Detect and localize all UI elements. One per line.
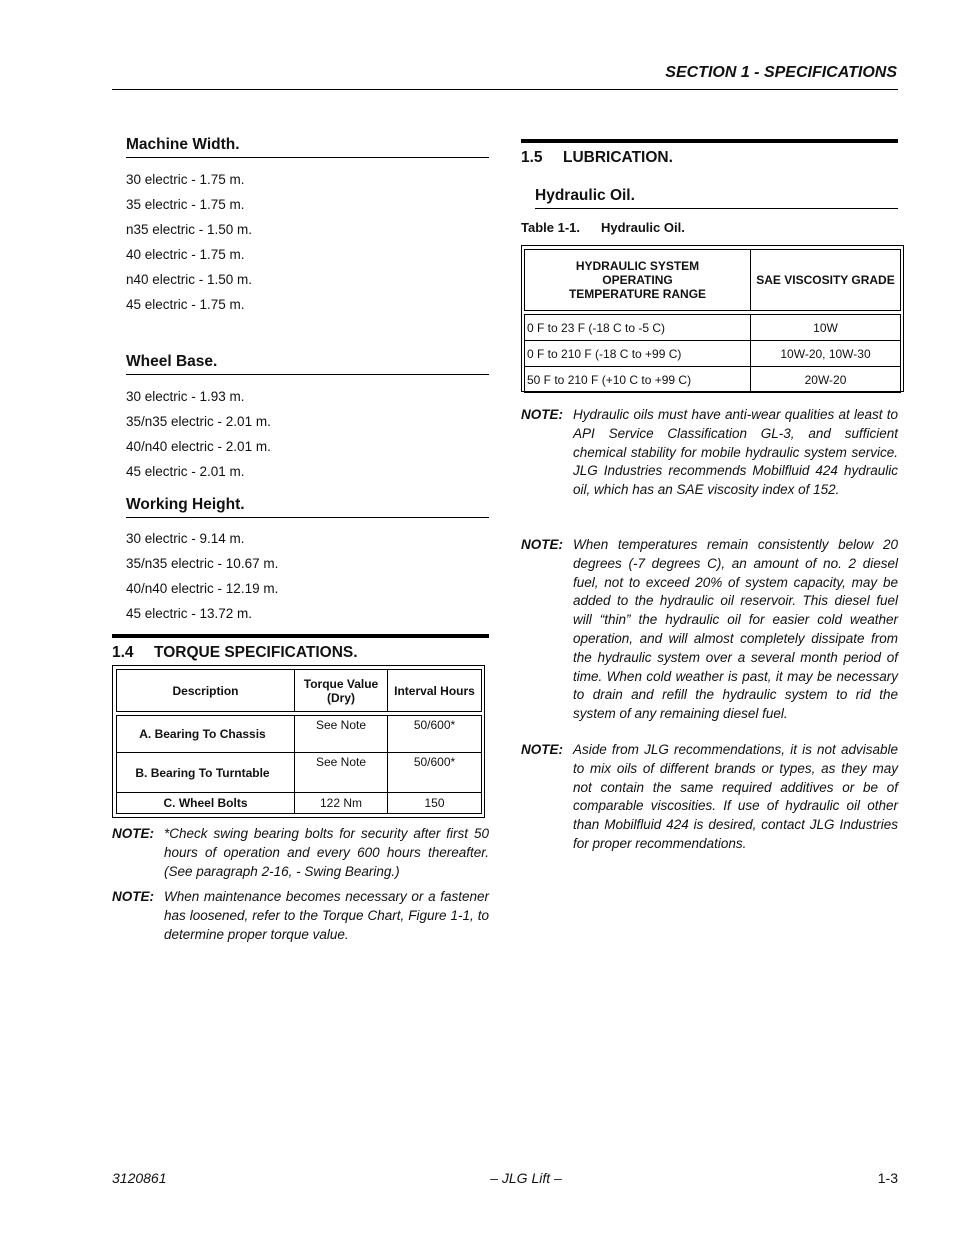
table-caption-number: Table 1-1. bbox=[521, 220, 581, 235]
hydraulic-table-frame bbox=[521, 245, 904, 392]
table-cell: 50/600* bbox=[388, 716, 482, 753]
table-cell: See Note bbox=[295, 753, 388, 793]
table-row bbox=[117, 753, 482, 793]
table-cell: 0 F to 23 F (-18 C to -5 C) bbox=[525, 315, 751, 341]
working-height-heading: Working Height. bbox=[126, 496, 489, 518]
torque-note bbox=[112, 825, 489, 881]
table-cell: 0 F to 210 F (-18 C to +99 C) bbox=[525, 341, 751, 367]
column-header: SAE VISCOSITY GRADE bbox=[751, 250, 901, 311]
table-cell: 10W-20, 10W-30 bbox=[751, 341, 901, 367]
section-title: TORQUE SPECIFICATIONS. bbox=[154, 644, 358, 661]
list-item: 30 electric - 1.93 m. bbox=[126, 389, 245, 404]
lubrication-section-heading bbox=[521, 139, 898, 167]
note-label: NOTE: bbox=[521, 407, 563, 422]
note-label: NOTE: bbox=[112, 826, 154, 841]
note-label: NOTE: bbox=[521, 537, 563, 552]
table-caption-title: Hydraulic Oil. bbox=[601, 220, 685, 235]
table-cell: 50 F to 210 F (+10 C to +99 C) bbox=[525, 367, 751, 393]
torque-table-frame bbox=[112, 665, 485, 818]
torque-section-heading bbox=[112, 634, 489, 662]
header-rule bbox=[112, 89, 898, 90]
section-title: LUBRICATION. bbox=[563, 149, 673, 166]
note-text: *Check swing bearing bolts for security after first 50 hours of operation and every 600 hours thereafter. (See paragraph 2-16, - Swing Bearing.) bbox=[164, 826, 489, 879]
table-row bbox=[117, 716, 482, 753]
machine-width-heading: Machine Width. bbox=[126, 136, 489, 158]
section-number: 1.4 bbox=[112, 644, 134, 661]
note-text: When temperatures remain consistently below 20 degrees (-7 degrees C), an amount of no. 2 diesel fuel, not to exceed 20% of system capacity, may be added to the hydraulic oil reservoir. This diesel fuel will “thin” the hydraulic oil for easier cold weather operation, and will almost completely dissipate from the hydraulic system over a several month period of time. When cold weather is past, it may be necessary to drain and refill the hydraulic system to rid the system of any remaining diesel fuel. bbox=[573, 537, 898, 722]
footer-doc-number: 3120861 bbox=[112, 1170, 167, 1186]
note-text: Aside from JLG recommendations, it is not advisable to mix oils of different brands or types, as they may not contain the same required additives or be of comparable viscosities. If use of hydraulic oil other than Mobilfluid 424 is desired, contact JLG Industries for proper recommendations. bbox=[573, 742, 898, 851]
table-cell: 150 bbox=[388, 793, 482, 814]
list-item: 35 electric - 1.75 m. bbox=[126, 197, 245, 212]
column-header: Description bbox=[117, 670, 295, 712]
table-cell: 122 Nm bbox=[295, 793, 388, 814]
list-item: 30 electric - 9.14 m. bbox=[126, 531, 245, 546]
column-header: Torque Value (Dry) bbox=[295, 670, 388, 712]
hydraulic-oil-heading: Hydraulic Oil. bbox=[535, 187, 898, 209]
table-cell: 20W-20 bbox=[751, 367, 901, 393]
list-item: n40 electric - 1.50 m. bbox=[126, 272, 253, 287]
table-caption bbox=[521, 220, 685, 235]
note-text: When maintenance becomes necessary or a fastener has loosened, refer to the Torque Chart, Figure 1-1, to determine proper torque value. bbox=[164, 889, 489, 942]
wheel-base-heading: Wheel Base. bbox=[126, 353, 489, 375]
note-text: Hydraulic oils must have anti-wear qualities at least to API Service Classification GL-3, and sufficient chemical stability for mobile hydraulic system service. JLG Industries recommends Mobilfluid 424 hydraulic oil, which has an SAE viscosity index of 152. bbox=[573, 407, 898, 498]
section-number: 1.5 bbox=[521, 149, 543, 166]
list-item: 45 electric - 1.75 m. bbox=[126, 297, 245, 312]
lubrication-note bbox=[521, 741, 898, 854]
lubrication-note bbox=[521, 406, 898, 500]
list-item: 40/n40 electric - 12.19 m. bbox=[126, 581, 279, 596]
note-label: NOTE: bbox=[112, 889, 154, 904]
list-item: 45 electric - 13.72 m. bbox=[126, 606, 253, 621]
column-header: HYDRAULIC SYSTEM OPERATING TEMPERATURE RANGE bbox=[525, 250, 751, 311]
list-item: 45 electric - 2.01 m. bbox=[126, 464, 245, 479]
table-cell: See Note bbox=[295, 716, 388, 753]
table-cell: 50/600* bbox=[388, 753, 482, 793]
table-cell: A. Bearing To Chassis bbox=[117, 716, 295, 753]
table-cell: 10W bbox=[751, 315, 901, 341]
hydraulic-oil-table bbox=[524, 249, 901, 393]
list-item: 35/n35 electric - 10.67 m. bbox=[126, 556, 279, 571]
list-item: 40 electric - 1.75 m. bbox=[126, 247, 245, 262]
table-row bbox=[525, 367, 901, 393]
table-row bbox=[117, 793, 482, 814]
list-item: n35 electric - 1.50 m. bbox=[126, 222, 253, 237]
list-item: 35/n35 electric - 2.01 m. bbox=[126, 414, 271, 429]
table-cell: C. Wheel Bolts bbox=[117, 793, 295, 814]
table-cell: B. Bearing To Turntable bbox=[117, 753, 295, 793]
list-item: 40/n40 electric - 2.01 m. bbox=[126, 439, 271, 454]
lubrication-note bbox=[521, 536, 898, 724]
torque-note bbox=[112, 888, 489, 944]
footer-page-number: 1-3 bbox=[877, 1170, 898, 1186]
list-item: 30 electric - 1.75 m. bbox=[126, 172, 245, 187]
footer-center-label: – JLG Lift – bbox=[490, 1170, 562, 1186]
table-row bbox=[525, 341, 901, 367]
torque-table bbox=[116, 669, 482, 814]
column-header: Interval Hours bbox=[388, 670, 482, 712]
table-row bbox=[525, 315, 901, 341]
note-label: NOTE: bbox=[521, 742, 563, 757]
section-title: SECTION 1 - SPECIFICATIONS bbox=[665, 64, 897, 81]
